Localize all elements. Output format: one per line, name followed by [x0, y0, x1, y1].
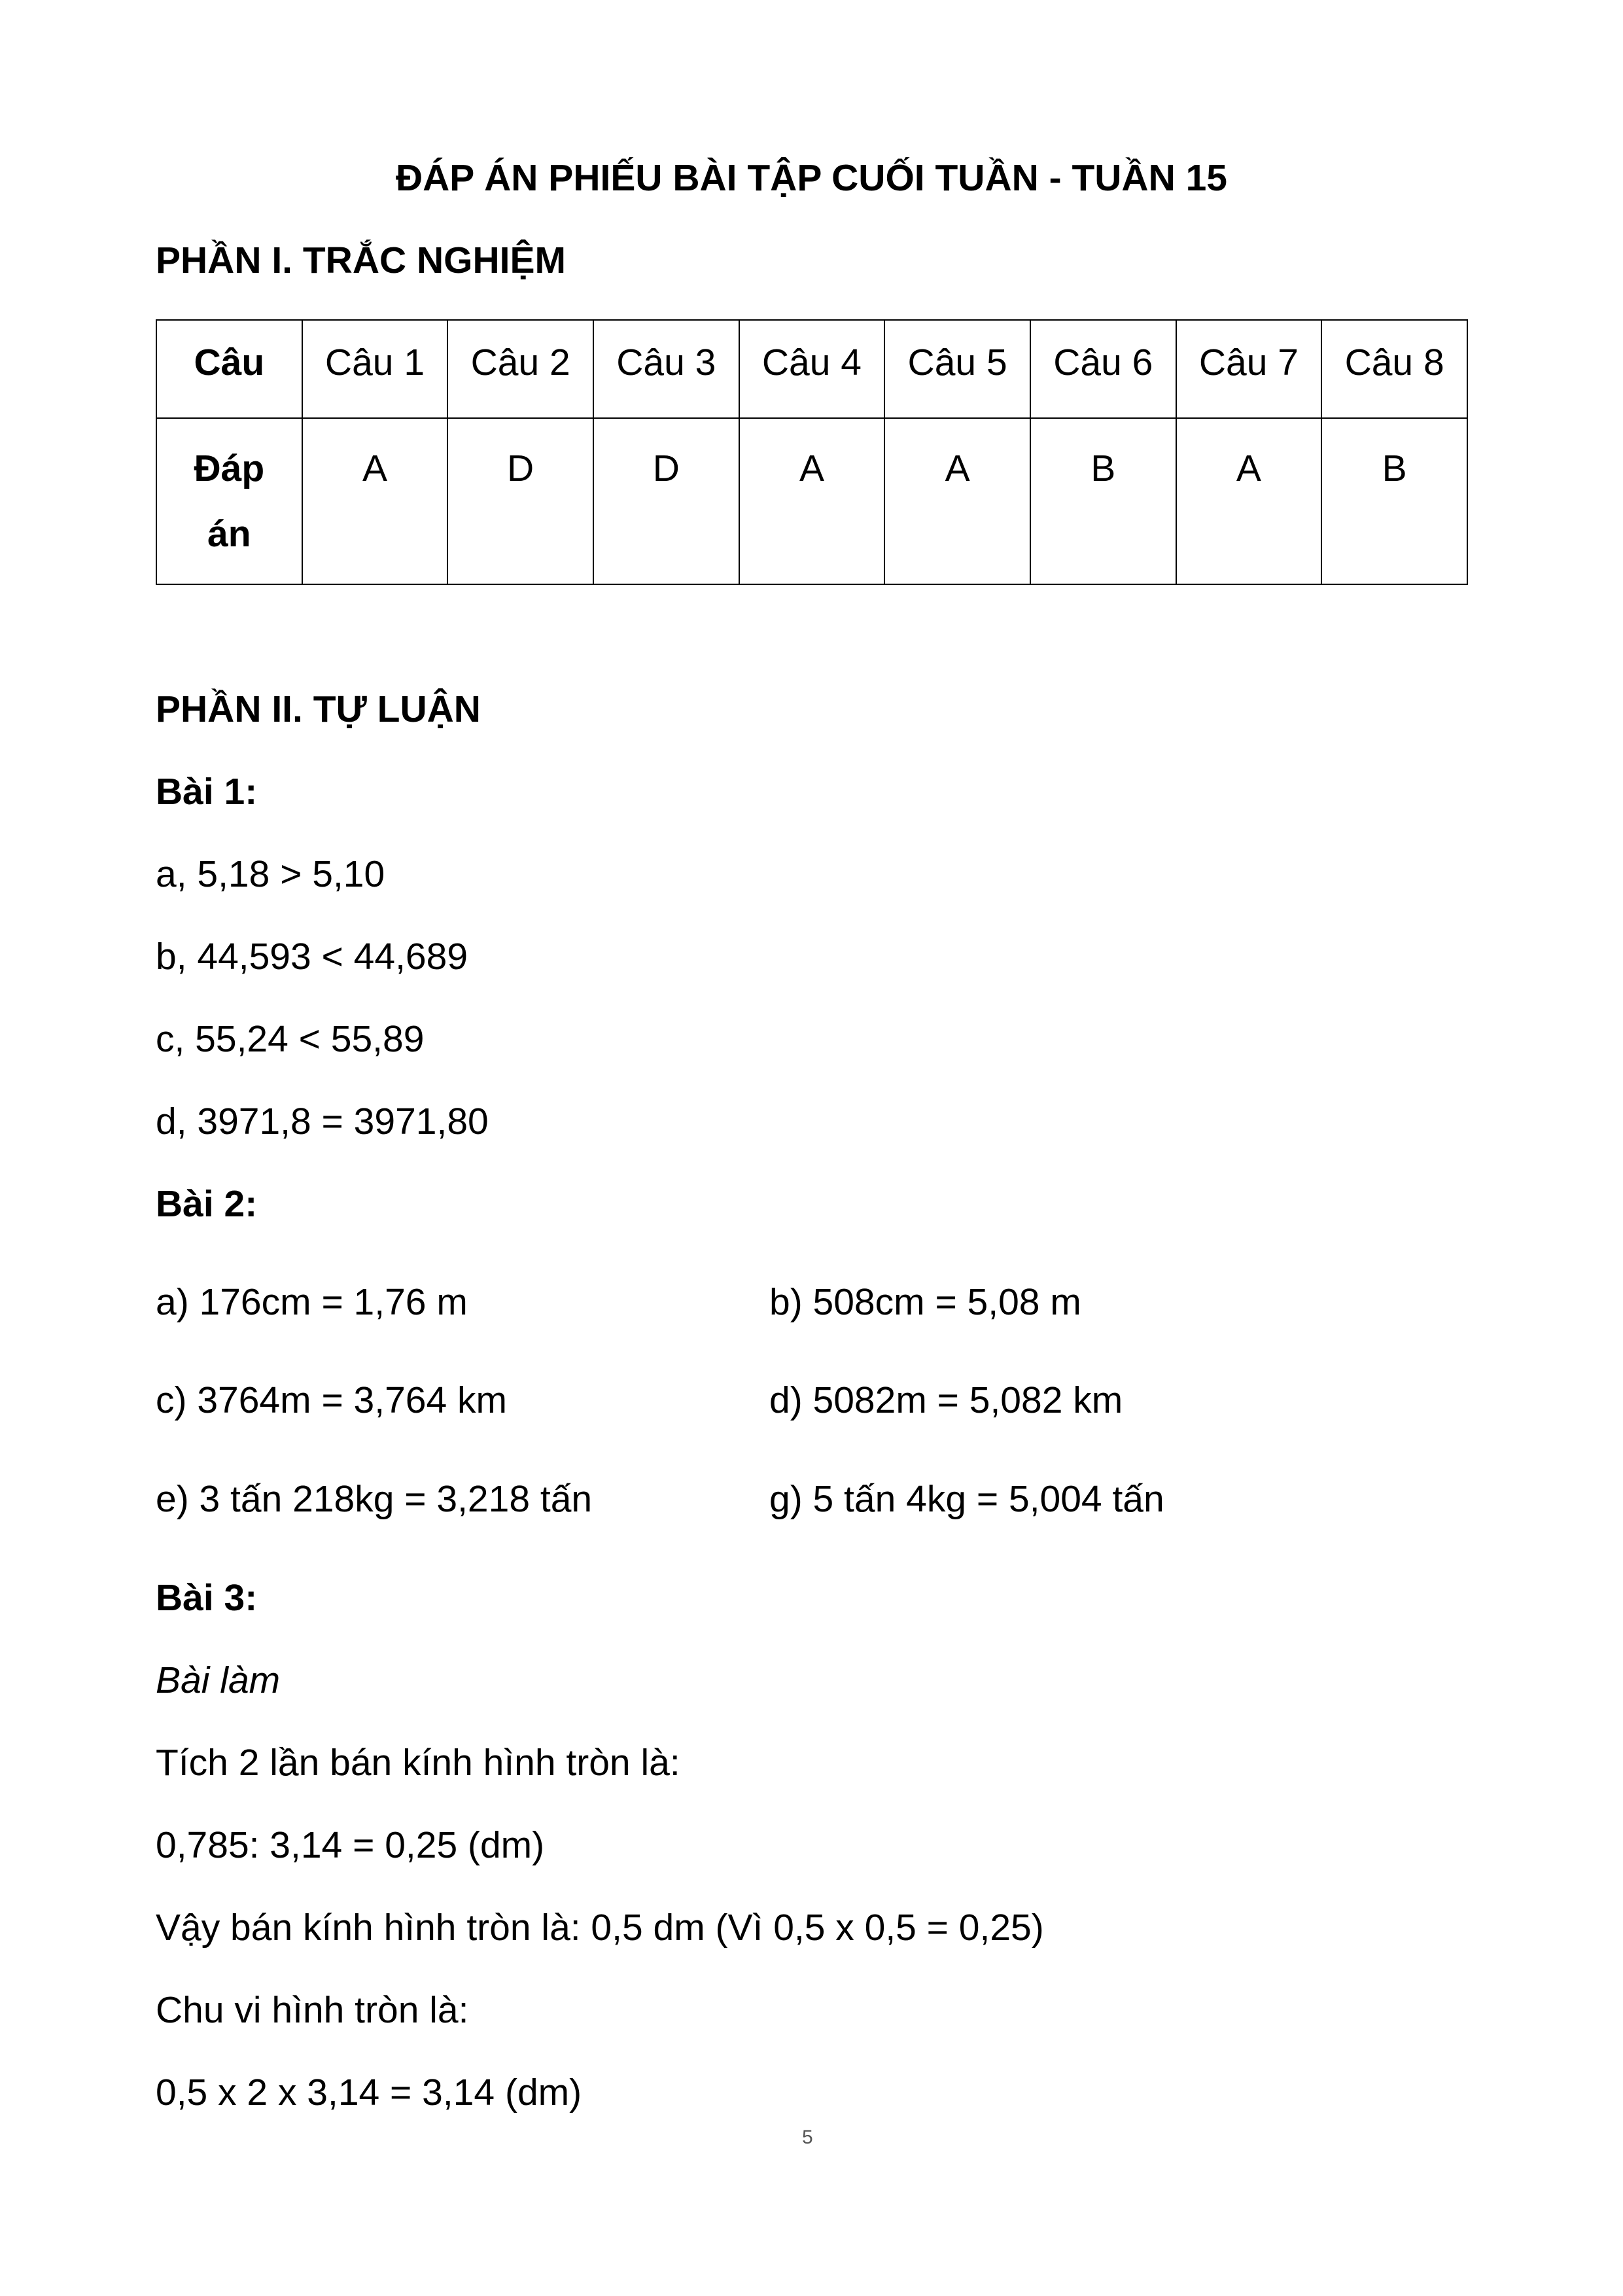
bai2-right-item: d) 5082m = 5,082 km [769, 1379, 1123, 1421]
table-row-questions [156, 320, 1467, 418]
table-cell-question: Câu 7 [1176, 320, 1322, 418]
bai3-line: 0,5 x 2 x 3,14 = 3,14 (dm) [156, 2072, 582, 2113]
bai2-left-item: c) 3764m = 3,764 km [156, 1379, 508, 1421]
bai1-line: a, 5,18 > 5,10 [156, 853, 385, 895]
table-cell-answer: B [1321, 418, 1467, 584]
table-cell-question: Câu 1 [302, 320, 448, 418]
table-cell-answer: A [739, 418, 885, 584]
bai3-line: Vậy bán kính hình tròn là: 0,5 dm (Vì 0,5 x 0,5 = 0,25) [156, 1907, 1044, 1949]
table-cell-answer: D [593, 418, 739, 584]
bai3-line: Chu vi hình tròn là: [156, 1989, 469, 2031]
table-cell-answer: B [1030, 418, 1176, 584]
table-cell-question: Câu 2 [447, 320, 593, 418]
table-row-answers [156, 418, 1467, 584]
bai2-left-item: a) 176cm = 1,76 m [156, 1281, 468, 1323]
bai3-line: Tích 2 lần bán kính hình tròn là: [156, 1742, 680, 1784]
bai1-line: b, 44,593 < 44,689 [156, 936, 468, 978]
bai2-right-item: g) 5 tấn 4kg = 5,004 tấn [769, 1478, 1164, 1520]
table-cell-question: Câu 8 [1321, 320, 1467, 418]
page-title: ĐÁP ÁN PHIẾU BÀI TẬP CUỐI TUẦN - TUẦN 15 [395, 157, 1227, 199]
bai2-heading: Bài 2: [156, 1183, 258, 1225]
bai1-heading: Bài 1: [156, 771, 258, 813]
bai3-line: 0,785: 3,14 = 0,25 (dm) [156, 1824, 545, 1866]
bai1-line: d, 3971,8 = 3971,80 [156, 1101, 489, 1142]
table-cell-answer: A [884, 418, 1030, 584]
answer-table [156, 319, 1468, 585]
table-cell-question: Câu 6 [1030, 320, 1176, 418]
table-cell-answer: A [1176, 418, 1322, 584]
bai1-line: c, 55,24 < 55,89 [156, 1018, 425, 1060]
table-header-dap-an: Đáp án [156, 418, 302, 584]
bai2-right-item: b) 508cm = 5,08 m [769, 1281, 1081, 1323]
bai3-subheading: Bài làm [156, 1659, 281, 1701]
part1-heading: PHẦN I. TRẮC NGHIỆM [156, 239, 566, 281]
table-cell-answer: D [447, 418, 593, 584]
page-number: 5 [802, 2127, 813, 2148]
table-cell-question: Câu 3 [593, 320, 739, 418]
bai3-heading: Bài 3: [156, 1577, 258, 1619]
table-cell-question: Câu 5 [884, 320, 1030, 418]
part2-heading: PHẦN II. TỰ LUẬN [156, 688, 481, 730]
table-cell-question: Câu 4 [739, 320, 885, 418]
bai2-left-item: e) 3 tấn 218kg = 3,218 tấn [156, 1478, 593, 1520]
table-cell-answer: A [302, 418, 448, 584]
table-header-cau: Câu [156, 320, 302, 418]
